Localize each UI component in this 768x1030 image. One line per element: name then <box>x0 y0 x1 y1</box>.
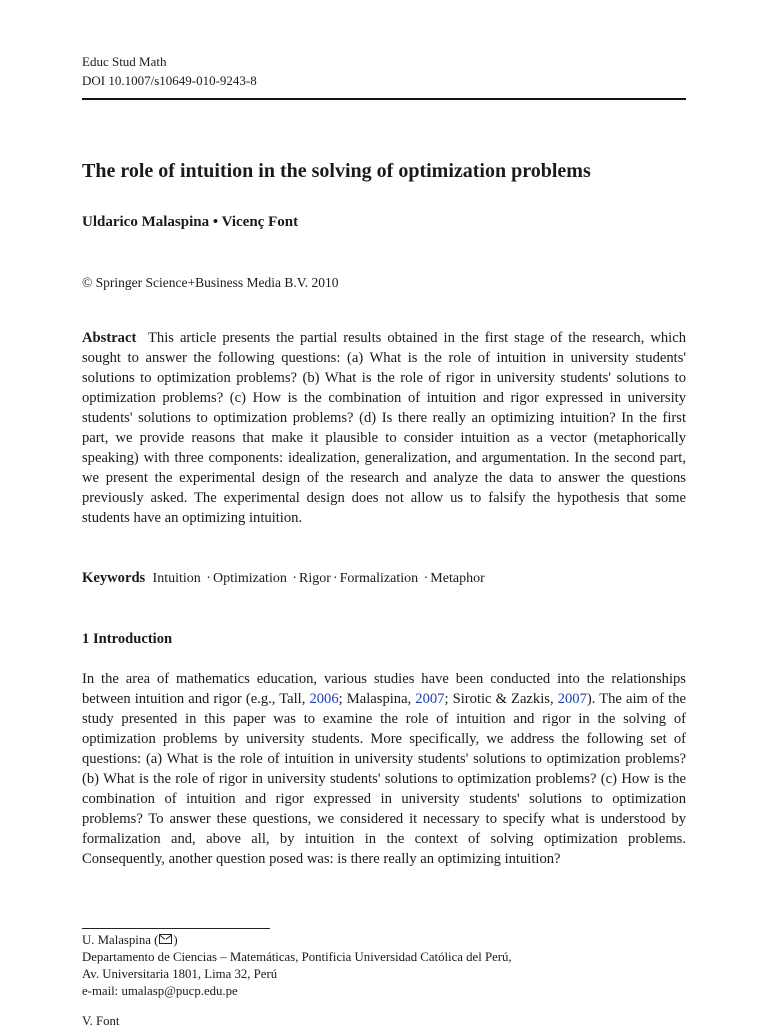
keyword-separator: · <box>206 571 211 586</box>
intro-text: ). The aim of the study presented in this paper was to examine the role of intuition and rigor in the solving of optimization problems by university students. More specifically, we address the following set of questions: (a) What is the role of intuition in university students' solutions to optimization problems? (b) What is the role of rigor in university students' solutions to optimization problems? (c) How is the combination of intuition and rigor expressed in university students' solutions to optimization problems? To answer these questions, we considered it necessary to specify what is understood by formalization and, above all, by intuition in the context of solving optimization problems. Consequently, another question posed was: is there really an optimizing intuition? <box>82 691 686 867</box>
footnote-affiliation: Departamento de Ciencias – Matemáticas, Pontificia Universidad Católica del Perú, <box>82 950 512 964</box>
footnote-address: Av. Universitaria 1801, Lima 32, Perú <box>82 967 278 981</box>
envelope-icon <box>159 934 172 944</box>
keywords <box>82 568 485 589</box>
intro-text: In the area of mathematics education, various studies have been conducted into the relationships between intuition and rigor (e.g., Tall, <box>82 671 686 707</box>
keyword-separator: · <box>332 571 338 586</box>
keyword: Formalization <box>339 571 419 586</box>
keyword: Intuition <box>152 571 201 586</box>
keyword-separator: · <box>423 571 429 586</box>
footnote-email[interactable]: e-mail: umalasp@pucp.edu.pe <box>82 984 238 998</box>
keyword: Optimization <box>212 571 287 586</box>
footnote-author-line <box>82 932 512 949</box>
intro-text: ; Malaspina, <box>338 691 416 707</box>
citation-link[interactable]: 2007 <box>557 691 587 707</box>
intro-paragraph <box>82 669 686 869</box>
keywords-label: Keywords <box>82 570 146 586</box>
header-rule <box>82 98 686 100</box>
citation-link[interactable]: 2007 <box>415 691 445 707</box>
keyword-separator: · <box>292 571 298 586</box>
footnote-next-author: V. Font <box>82 1014 120 1028</box>
abstract <box>82 328 686 528</box>
footnote-author-close: ) <box>173 933 178 947</box>
keywords-list <box>153 571 485 586</box>
journal-name: Educ Stud Math <box>82 54 167 69</box>
footnote-author: U. Malaspina ( <box>82 933 159 947</box>
citation-link[interactable]: 2006 <box>309 691 339 707</box>
paper-title: The role of intuition in the solving of optimization problems <box>82 160 591 182</box>
running-header <box>82 52 257 90</box>
keyword: Rigor <box>299 571 331 586</box>
copyright-notice: © Springer Science+Business Media B.V. 2010 <box>82 275 339 290</box>
intro-text: ; Sirotic & Zazkis, <box>444 691 558 707</box>
author-list: Uldarico Malaspina • Vicenç Font <box>82 214 299 230</box>
doi[interactable]: DOI 10.1007/s10649-010-9243-8 <box>82 73 257 88</box>
section-heading: 1 Introduction <box>82 631 173 647</box>
abstract-label: Abstract <box>82 330 137 346</box>
abstract-text: This article presents the partial results obtained in the first stage of the research, which sought to answer the following questions: (a) What is the role of intuition in university students' solutions to optimization problems? (b) What is the role of rigor in university students' solutions to optimization problems? (c) How is the combination of intuition and rigor expressed in university students' solutions to optimization problems? (d) Is there really an optimizing intuition? In the first part, we provide reasons that make it plausible to consider intuition as a vector (metaphorically speaking) with three components: idealization, generalization, and argumentation. In the second part, we present the experimental design of the research and analyze the data to answer the questions previously asked. The experimental design does not allow us to falsify the hypothesis that some students have an optimizing intuition. <box>82 330 686 526</box>
author-footnote <box>82 932 512 1000</box>
footnote-rule <box>82 928 270 929</box>
keyword: Metaphor <box>430 571 485 586</box>
